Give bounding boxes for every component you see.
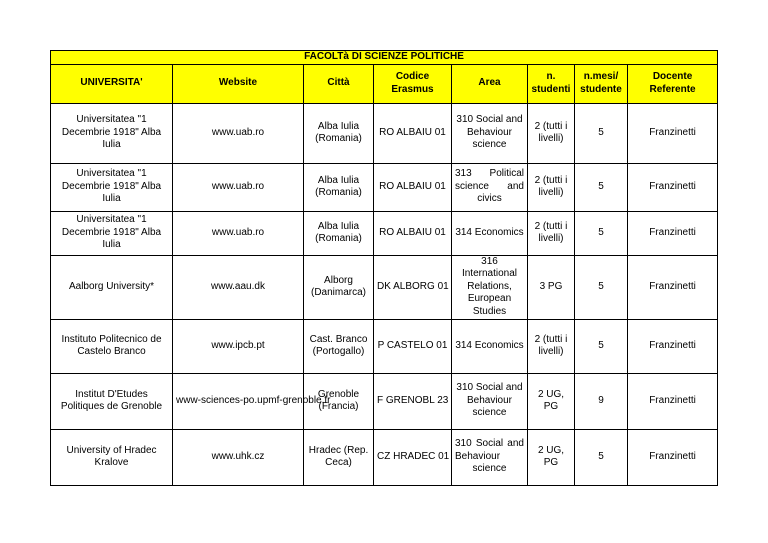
cell-codice-erasmus: P CASTELO 01 [374,319,452,373]
cell-universita: University of Hradec Kralove [51,429,173,485]
cell-citta: Alba Iulia (Romania) [304,103,374,163]
cell-n-mesi: 5 [575,319,628,373]
cell-codice-erasmus: CZ HRADEC 01 [374,429,452,485]
header-n-studenti: n. studenti [528,64,575,103]
table-body [51,103,718,485]
cell-codice-erasmus: RO ALBAIU 01 [374,163,452,211]
table-row [51,429,718,485]
cell-n-studenti: 2 UG, PG [528,373,575,429]
cell-docente: Franzinetti [628,373,718,429]
cell-docente: Franzinetti [628,319,718,373]
cell-n-studenti: 2 (tutti i livelli) [528,163,575,211]
cell-docente: Franzinetti [628,211,718,255]
cell-codice-erasmus: DK ALBORG 01 [374,255,452,319]
cell-citta: Grenoble (Francia) [304,373,374,429]
cell-website: www.uab.ro [173,211,304,255]
cell-n-studenti: 2 (tutti i livelli) [528,319,575,373]
cell-universita: Universitatea "1 Decembrie 1918" Alba Iulia [51,103,173,163]
cell-website: www.uab.ro [173,163,304,211]
cell-n-mesi: 5 [575,429,628,485]
cell-universita: Universitatea "1 Decembrie 1918" Alba Iulia [51,163,173,211]
cell-docente: Franzinetti [628,255,718,319]
cell-docente: Franzinetti [628,163,718,211]
cell-n-mesi: 5 [575,255,628,319]
table-row [51,103,718,163]
cell-website: www.ipcb.pt [173,319,304,373]
cell-universita: Universitatea "1 Decembrie 1918" Alba Iulia [51,211,173,255]
cell-area: 310 Social and Behaviour science [452,373,528,429]
cell-n-studenti: 2 (tutti i livelli) [528,103,575,163]
cell-codice-erasmus: RO ALBAIU 01 [374,211,452,255]
header-area: Area [452,64,528,103]
cell-docente: Franzinetti [628,103,718,163]
cell-n-mesi: 5 [575,103,628,163]
cell-area: 310 Social and Behaviour science [452,429,528,485]
header-codice-erasmus: Codice Erasmus [374,64,452,103]
header-universita: UNIVERSITA' [51,64,173,103]
cell-universita: Instituto Politecnico de Castelo Branco [51,319,173,373]
cell-area: 314 Economics [452,319,528,373]
cell-area: 313 Political science and civics [452,163,528,211]
table-row [51,255,718,319]
cell-website: www.uab.ro [173,103,304,163]
header-row [51,64,718,103]
cell-n-studenti: 3 PG [528,255,575,319]
cell-citta: Hradec (Rep. Ceca) [304,429,374,485]
header-n-mesi: n.mesi/ studente [575,64,628,103]
cell-website: www-sciences-po.upmf-grenoble.fr [173,373,304,429]
header-citta: Città [304,64,374,103]
cell-codice-erasmus: RO ALBAIU 01 [374,103,452,163]
table-row [51,211,718,255]
cell-universita: Aalborg University* [51,255,173,319]
cell-citta: Cast. Branco (Portogallo) [304,319,374,373]
cell-n-mesi: 9 [575,373,628,429]
cell-area: 310 Social and Behaviour science [452,103,528,163]
cell-website: www.aau.dk [173,255,304,319]
cell-citta: Alba Iulia (Romania) [304,211,374,255]
spreadsheet [50,50,717,486]
cell-area: 316 International Relations, European Studies [452,255,528,319]
header-website: Website [173,64,304,103]
cell-citta: Alborg (Danimarca) [304,255,374,319]
table-title: FACOLTà DI SCIENZE POLITICHE [51,51,718,65]
cell-citta: Alba Iulia (Romania) [304,163,374,211]
erasmus-table [50,50,718,486]
table-row [51,373,718,429]
cell-n-mesi: 5 [575,163,628,211]
cell-n-mesi: 5 [575,211,628,255]
table-row [51,163,718,211]
cell-docente: Franzinetti [628,429,718,485]
cell-codice-erasmus: F GRENOBL 23 [374,373,452,429]
header-docente: Docente Referente [628,64,718,103]
cell-n-studenti: 2 (tutti i livelli) [528,211,575,255]
cell-area: 314 Economics [452,211,528,255]
cell-n-studenti: 2 UG, PG [528,429,575,485]
cell-universita: Institut D'Etudes Politiques de Grenoble [51,373,173,429]
cell-website: www.uhk.cz [173,429,304,485]
table-row [51,319,718,373]
